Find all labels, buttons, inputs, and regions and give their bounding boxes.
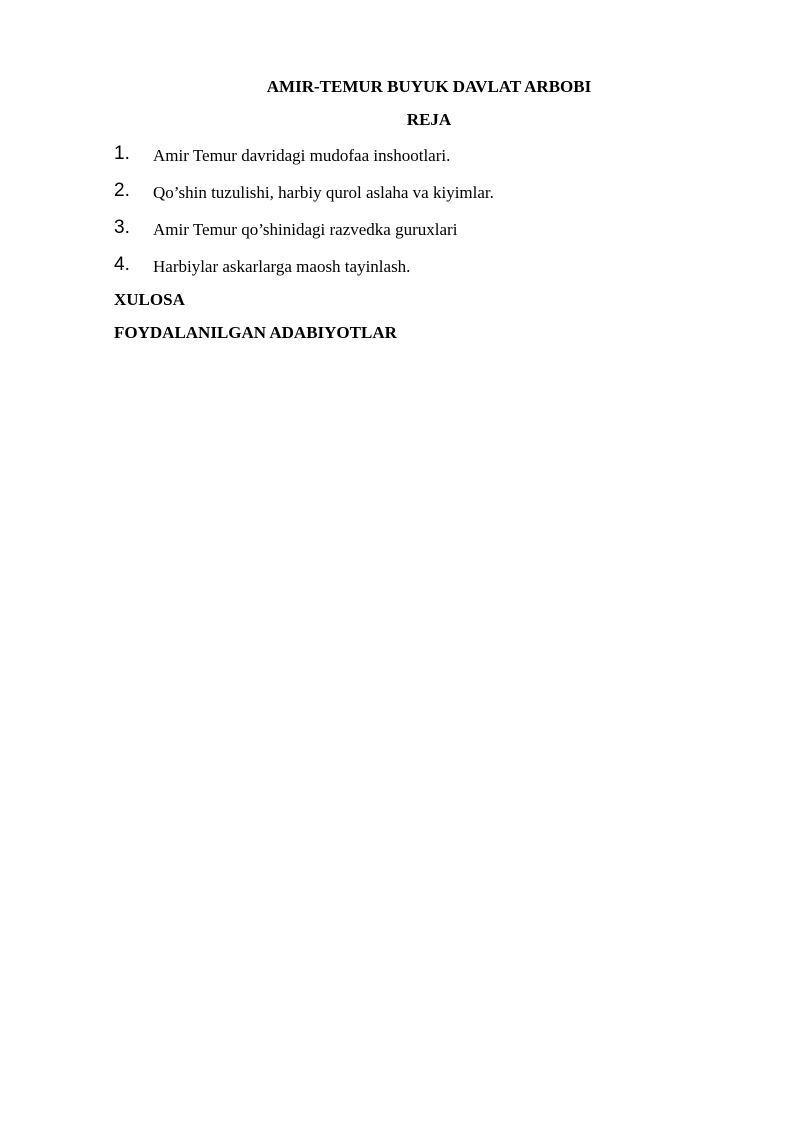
plan-heading: REJA bbox=[406, 110, 452, 129]
plan-item-text: Harbiylar askarlarga maosh tayinlash. bbox=[153, 257, 411, 276]
plan-item-text: Qo’shin tuzulishi, harbiy qurol aslaha va kiyimlar. bbox=[153, 183, 494, 202]
plan-item-number: 3. bbox=[114, 217, 130, 238]
references-heading: FOYDALANILGAN ADABIYOTLAR bbox=[114, 323, 397, 342]
document-title: AMIR-TEMUR BUYUK DAVLAT ARBOBI bbox=[266, 77, 592, 96]
conclusion-heading: XULOSA bbox=[114, 290, 185, 309]
plan-item-text: Amir Temur davridagi mudofaa inshootlari. bbox=[153, 146, 451, 165]
plan-item-number: 4. bbox=[114, 254, 130, 275]
plan-item-number: 1. bbox=[114, 143, 130, 164]
plan-item-number: 2. bbox=[114, 180, 130, 201]
plan-item-text: Amir Temur qo’shinidagi razvedka guruxlari bbox=[153, 220, 458, 239]
